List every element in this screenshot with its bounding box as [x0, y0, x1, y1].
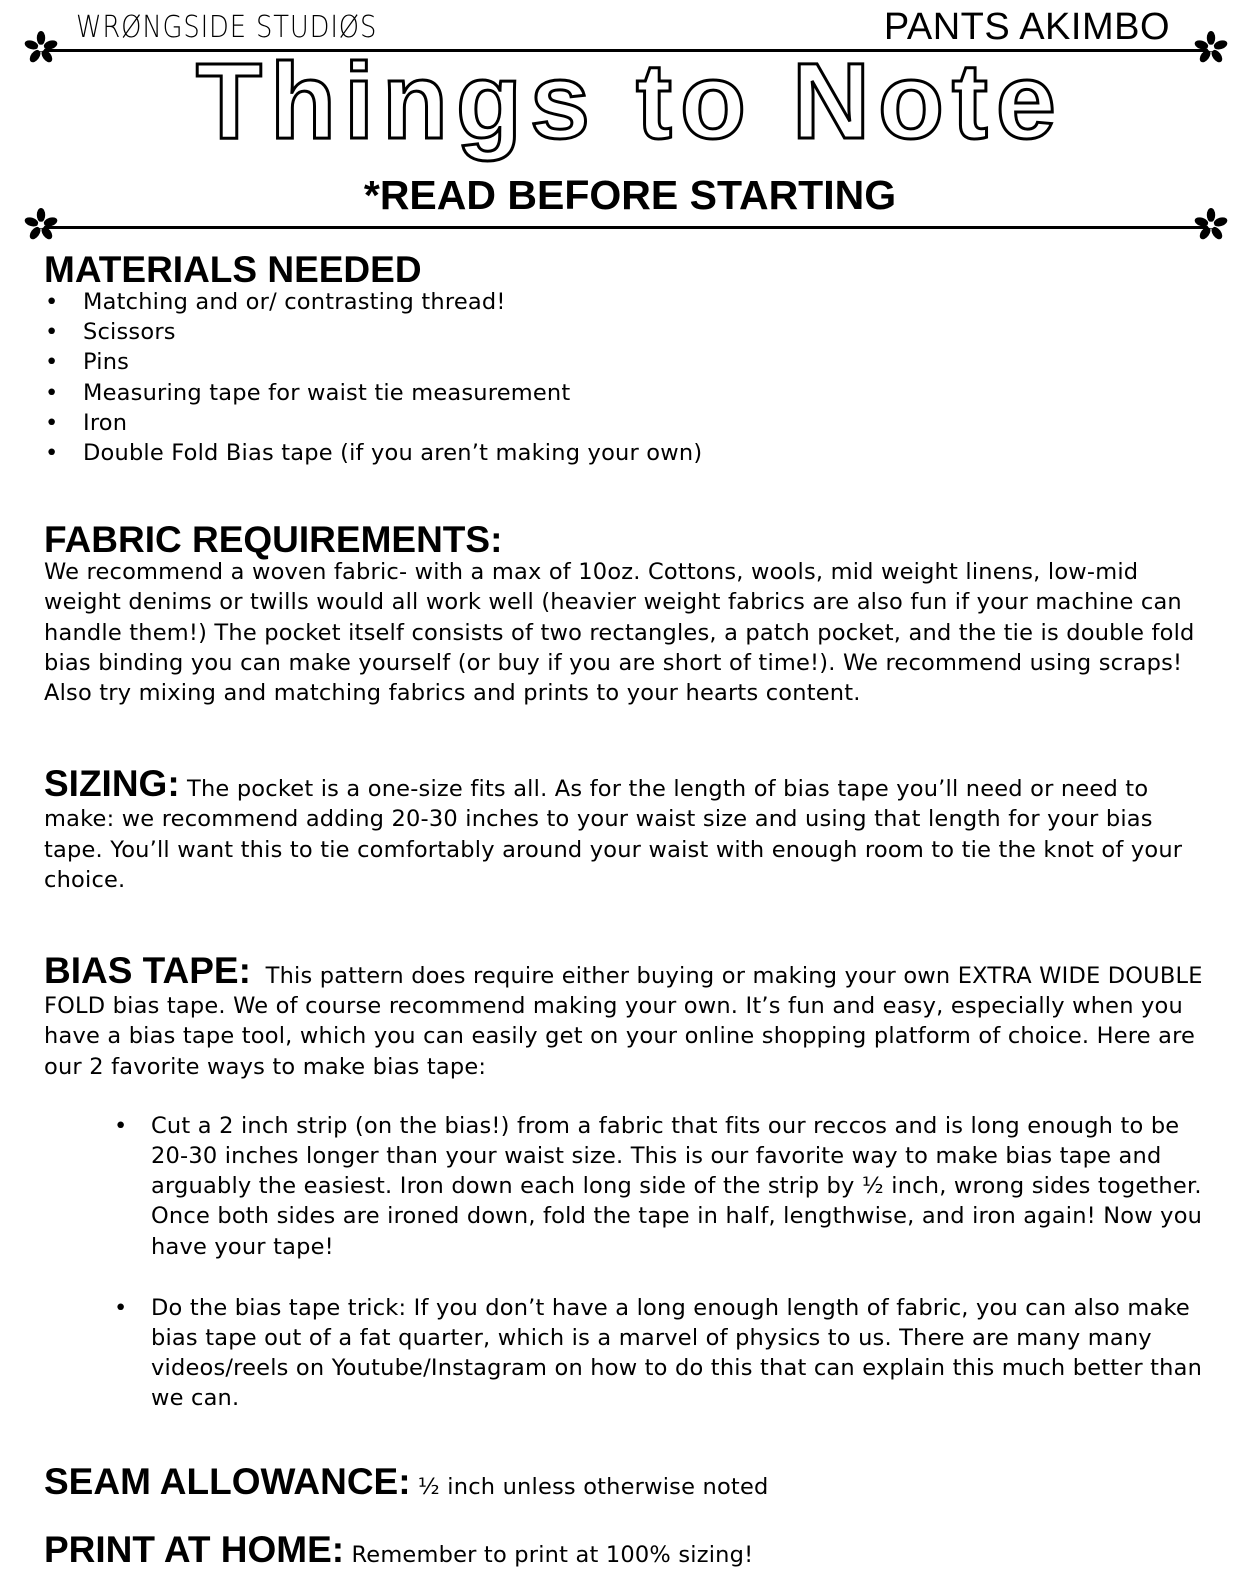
page-content: [44, 246, 1216, 1570]
flower-icon: [1194, 208, 1228, 242]
list-item: • Cut a 2 inch strip (on the bias!) from a fabric that fits our reccos and is long enough to be 20-30 inches longer than your waist size. This is our favorite way to make bias tape and arguably the easiest. Iron down each long side of the strip by ½ inch, wrong sides together. Once both sides are ironed down, fold the tape in half, lengthwise, and iron again! Now you have your tape!: [151, 1111, 1216, 1262]
fabric-section: [44, 520, 1216, 708]
flower-icon: [24, 208, 58, 242]
page-subtitle: *READ BEFORE STARTING: [363, 172, 897, 218]
list-item: • Do the bias tape trick: If you don’t have a long enough length of fabric, you can also make bias tape out of a fat quarter, which is a marvel of physics to us. There are many many videos/reels on Youtube/Instagram on how to do this that can explain this much better than we can.: [151, 1293, 1216, 1414]
project-name: PANTS AKIMBO: [883, 6, 1170, 48]
bias-section: [44, 951, 1216, 1414]
seam-section: [44, 1462, 1216, 1502]
fabric-heading: FABRIC REQUIREMENTS:: [44, 519, 503, 561]
sizing-heading: SIZING:: [44, 763, 180, 805]
list-item: • Measuring tape for waist tie measurement: [44, 378, 1216, 408]
sizing-section: [44, 764, 1216, 895]
print-heading: PRINT AT HOME:: [44, 1528, 345, 1570]
list-item: • Matching and or/ contrasting thread!: [44, 287, 1216, 317]
bias-heading: BIAS TAPE:: [44, 950, 251, 992]
fabric-text: We recommend a woven fabric- with a max of 10oz. Cottons, wools, mid weight linens, low-mid weight denims or twills would all work well (heavier weight fabrics are also fun if your machine can handle them!) The pocket itself consists of two rectangles, a patch pocket, and the tie is double fold bias binding you can make yourself (or buy if you are short of time!). We recommend using scraps! Also try mixing and matching fabrics and prints to your hearts content.: [44, 559, 1195, 707]
print-section: [44, 1530, 1216, 1570]
list-item: • Double Fold Bias tape (if you aren’t making your own): [44, 438, 1216, 468]
materials-heading: MATERIALS NEEDED: [44, 249, 422, 290]
materials-section: [44, 250, 1216, 468]
list-item: • Scissors: [44, 317, 1216, 347]
print-text: Remember to print at 100% sizing!: [351, 1541, 754, 1568]
brand-logo: WRØNGSIDE STUDIØS: [76, 10, 378, 45]
seam-heading: SEAM ALLOWANCE:: [44, 1460, 411, 1502]
seam-text: ½ inch unless otherwise noted: [417, 1473, 769, 1500]
materials-list: [44, 287, 1216, 468]
page-title: Things to Note: [196, 40, 1064, 161]
list-item: • Pins: [44, 347, 1216, 377]
sizing-text: The pocket is a one-size fits all. As for the length of bias tape you’ll need or need to make: we recommend adding 20-30 inches to your waist size and using that length for your bias tape. You’ll want this to tie comfortably around your waist with enough room to tie the knot of your choice.: [44, 776, 1183, 893]
list-item: • Iron: [44, 408, 1216, 438]
bias-text: This pattern does require either buying or making your own EXTRA WIDE DOUBLE FOLD bias tape. We of course recommend making your own. It’s fun and easy, especially when you have a bias tape tool, which you can easily get on your online shopping platform of choice. Here are our 2 favorite ways to make bias tape:: [44, 963, 1203, 1080]
bias-methods-list: [44, 1111, 1216, 1414]
section-divider: [40, 226, 1212, 229]
